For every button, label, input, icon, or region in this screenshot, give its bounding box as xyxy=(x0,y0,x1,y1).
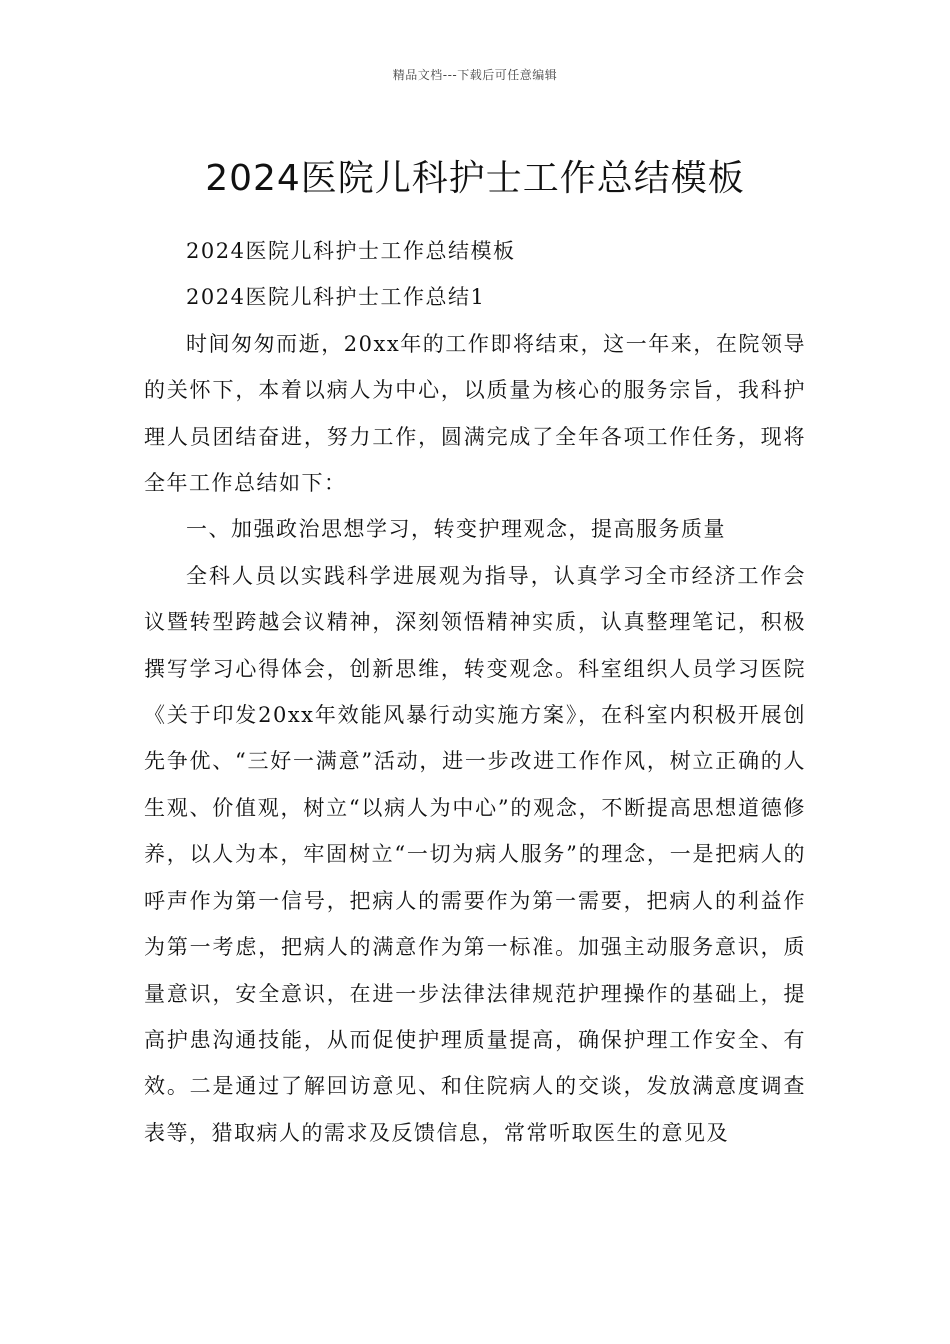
header-note: 精品文档---下载后可任意编辑 xyxy=(392,68,558,82)
paragraph-heading-1: 一、加强政治思想学习，转变护理观念，提高服务质量 xyxy=(186,517,726,542)
paragraph-body: 全科人员以实践科学进展观为指导，认真学习全市经济工作会议暨转型跨越会议精神，深刻领悟精神实质，认真整理笔记，积极撰写学习心得体会，创新思维，转变观念。科室组织人员学习医院《关于印发20xx年效能风暴行动实施方案》，在科室内积极开展创先争优、“三好一满意”活动，进一步改进工作作风，树立正确的人生观、价值观，树立“以病人为中心”的观念，不断提高思想道德修养，以人为本，牢固树立“一切为病人服务”的理念，一是把病人的呼声作为第一信号，把病人的需要作为第一需要，把病人的利益作为第一考虑，把病人的满意作为第一标准。加强主动服务意识，质量意识，安全意识，在进一步法律法律规范护理操作的基础上，提高护患沟通技能，从而促使护理质量提高，确保护理工作安全、有效。二是通过了解回访意见、和住院病人的交谈，发放满意度调查表等，猎取病人的需求及反馈信息，常常听取医生的意见及 xyxy=(144,563,806,1145)
document-title: 2024医院儿科护士工作总结模板 xyxy=(205,158,745,200)
document-body xyxy=(144,228,806,1156)
paragraph-intro: 时间匆匆而逝，20xx年的工作即将结束，这一年来，在院领导的关怀下，本着以病人为中心，以质量为核心的服务宗旨，我科护理人员团结奋进，努力工作，圆满完成了全年各项工作任务，现将全年工作总结如下： xyxy=(144,331,806,496)
paragraph-section-heading: 2024医院儿科护士工作总结1 xyxy=(186,285,486,310)
paragraph-subtitle: 2024医院儿科护士工作总结模板 xyxy=(186,239,516,263)
